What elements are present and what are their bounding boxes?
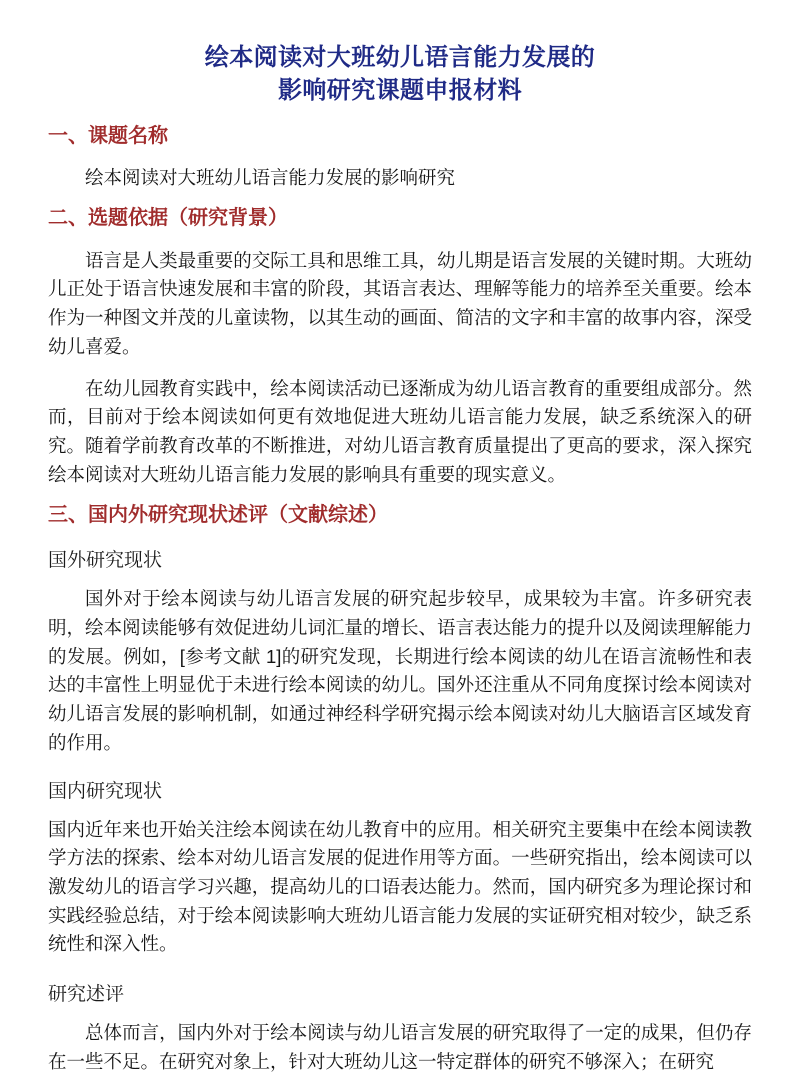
section-2-paragraph-1: 语言是人类最重要的交际工具和思维工具，幼儿期是语言发展的关键时期。大班幼儿正处于语言快速发展和丰富的阶段，其语言表达、理解等能力的培养至关重要。绘本作为一种图文并茂的儿童读物，以其生动的画面、简洁的文字和丰富的故事内容，深受幼儿喜爱。 bbox=[48, 249, 752, 357]
section-1-paragraph-1: 绘本阅读对大班幼儿语言能力发展的影响研究 bbox=[85, 167, 456, 188]
overseas-research-paragraph: 国外对于绘本阅读与幼儿语言发展的研究起步较早，成果较为丰富。许多研究表明，绘本阅读能够有效促进幼儿词汇量的增长、语言表达能力的提升以及阅读理解能力的发展。例如，[参考文献 1]的研究发现，长期进行绘本阅读的幼儿在语言流畅性和表达的丰富性上明显优于未进行绘本阅读的幼儿。国外还注重从不同角度探讨绘本阅读对幼儿语言发展的影响机制，如通过神经科学研究揭示绘本阅读对幼儿大脑语言区域发育的作用。 bbox=[48, 588, 752, 753]
section-heading-2: 二、选题依据（研究背景） bbox=[48, 206, 288, 229]
section-2-paragraph-2: 在幼儿园教育实践中，绘本阅读活动已逐渐成为幼儿语言教育的重要组成部分。然而，目前对于绘本阅读如何更有效地促进大班幼儿语言能力发展，缺乏系统深入的研究。随着学前教育改革的不断推进，对幼儿语言教育质量提出了更高的要求，深入探究绘本阅读对大班幼儿语言能力发展的影响具有重要的现实意义。 bbox=[48, 377, 752, 485]
sub-heading-research-review: 研究述评 bbox=[48, 984, 125, 1006]
page-title-line-1: 绘本阅读对大班幼儿语言能力发展的 bbox=[204, 45, 596, 71]
section-heading-1: 一、课题名称 bbox=[48, 125, 168, 147]
domestic-research-paragraph: 国内近年来也开始关注绘本阅读在幼儿教育中的应用。相关研究主要集中在绘本阅读教学方法的探索、绘本对幼儿语言发展的促进作用等方面。一些研究指出，绘本阅读可以激发幼儿的语言学习兴趣，提高幼儿的口语表达能力。然而，国内研究多为理论探讨和实践经验总结，对于绘本阅读影响大班幼儿语言能力发展的实证研究相对较少，缺乏系统性和深入性。 bbox=[48, 818, 752, 955]
page-title bbox=[48, 0, 752, 108]
page-title-line-2: 影响研究课题申报材料 bbox=[278, 78, 522, 104]
section-heading-3: 三、国内外研究现状述评（文献综述） bbox=[48, 504, 388, 527]
research-review-paragraph: 总体而言，国内外对于绘本阅读与幼儿语言发展的研究取得了一定的成果，但仍存在一些不足。在研究对象上，针对大班幼儿这一特定群体的研究不够深入；在研究 bbox=[48, 1022, 752, 1072]
sub-heading-overseas-research: 国外研究现状 bbox=[48, 550, 163, 572]
sub-heading-domestic-research: 国内研究现状 bbox=[48, 780, 163, 802]
